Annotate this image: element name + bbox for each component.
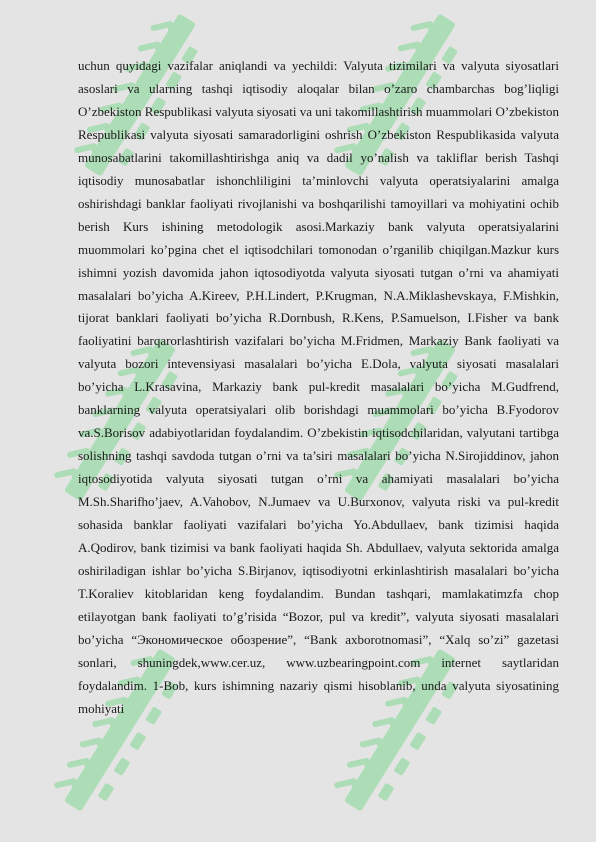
body-paragraph: uchun quyidagi vazifalar aniqlandi va yechildi: Valyuta tizimilari va valyuta siyosatlari asoslari va ularning tashqi iqtisodiy aloqalar bilan o’zaro chambarchas bog’liqligi O’zbekiston Respublikasi valyuta siyosati va uni takomillashtirish muammolari O’zbekiston Respublikasi valyuta siyosati samaradorligini oshrish O’zbekiston Respublikasida valyuta munosabatlarini takomillashtirishga aniq va dadil yo’nalish va takliflar berish Tashqi iqtisodiy munosabatlar ishonchliligini ta’minlovchi valyuta operatsiyalarini amalga oshirishdagi banklar faoliyati rivojlanishi va boshqarilishi tamoyillari va mohiyatini ochib berish Kurs ishining metodologik asosi.Markaziy bank valyuta operatsiyalarini muommolari ko’pgina chet el iqtisodchilari tomonodan o’rganilib chiqilgan.Mazkur kurs ishimni yozish davomida jahon iqtosodiyotda valyuta siyosati tutgan o’rni va ahamiyati masalalari bo’yicha A.Kireev, P.H.Lindert, P.Krugman, N.A.Miklashevskaya, F.Mishkin, tijorat banklari faoliyati bo’yicha R.Dornbush, R.Kens, P.Samuelson, I.Fisher va bank faoliyatini barqarorlashtirish vazifalari bo’yicha M.Fridmen, Markaziy Bank faoliyati va valyuta bozori intevensiyasi masalalari bo’yicha E.Dola, valyuta siyosati masalalari bo’yicha L.Krasavina, Markaziy bank pul-kredit masalalari bo’yicha M.Gudfrend, banklarning valyuta operatsiyalari olib borishdagi muammolari bo’yicha B.Fyodorov va.S.Borisov adabiyotlaridan foydalandim. O’zbekistin iqtisodchilaridan, valyutani tartibga solishning tashqi savdoda tutgan o’rni va ta’siri masalalari bo’yicha N.Sirojiddinov, jahon iqtosodiyotida valyuta siyosati tutgan o’rni va ahamiyati masalalari bo’yicha M.Sh.Sharifho’jaev, A.Vahobov, N.Jumaev va U.Burxonov, valyuta riski va pul-kredit sohasida banklar faoliyati vazifalari bo’yicha Yo.Abdullaev, bank tizimisi haqida A.Qodirov, bank tizimisi va bank faoliyati haqida Sh. Abdullaev, valyuta sektorida amalga oshiriladigan ishlar bo’yicha S.Birjanov, iqtisodiyotni erkinlashtirish masalalari bo’yicha T.Koraliev kitoblaridan keng foydalandim. Bundan tashqari, mamlakatimzfa chop etilayotgan bank faoliyati to’g’risida “Bozor, pul va kredit”, valyuta siyosati masalalari bo’yicha “Экономическое обозрение”, “Bank axborotnomasi”, “Xalq so’zi” gazetasi sonlari, shuningdek,www.cer.uz, www.uzbearingpoint.com internet saytlaridan foydalandim. 1-Bob, kurs ishimning nazariy qismi hisoblanib, unda valyuta siyosatining mohiyati [78,58,559,716]
document-body [78,55,559,721]
